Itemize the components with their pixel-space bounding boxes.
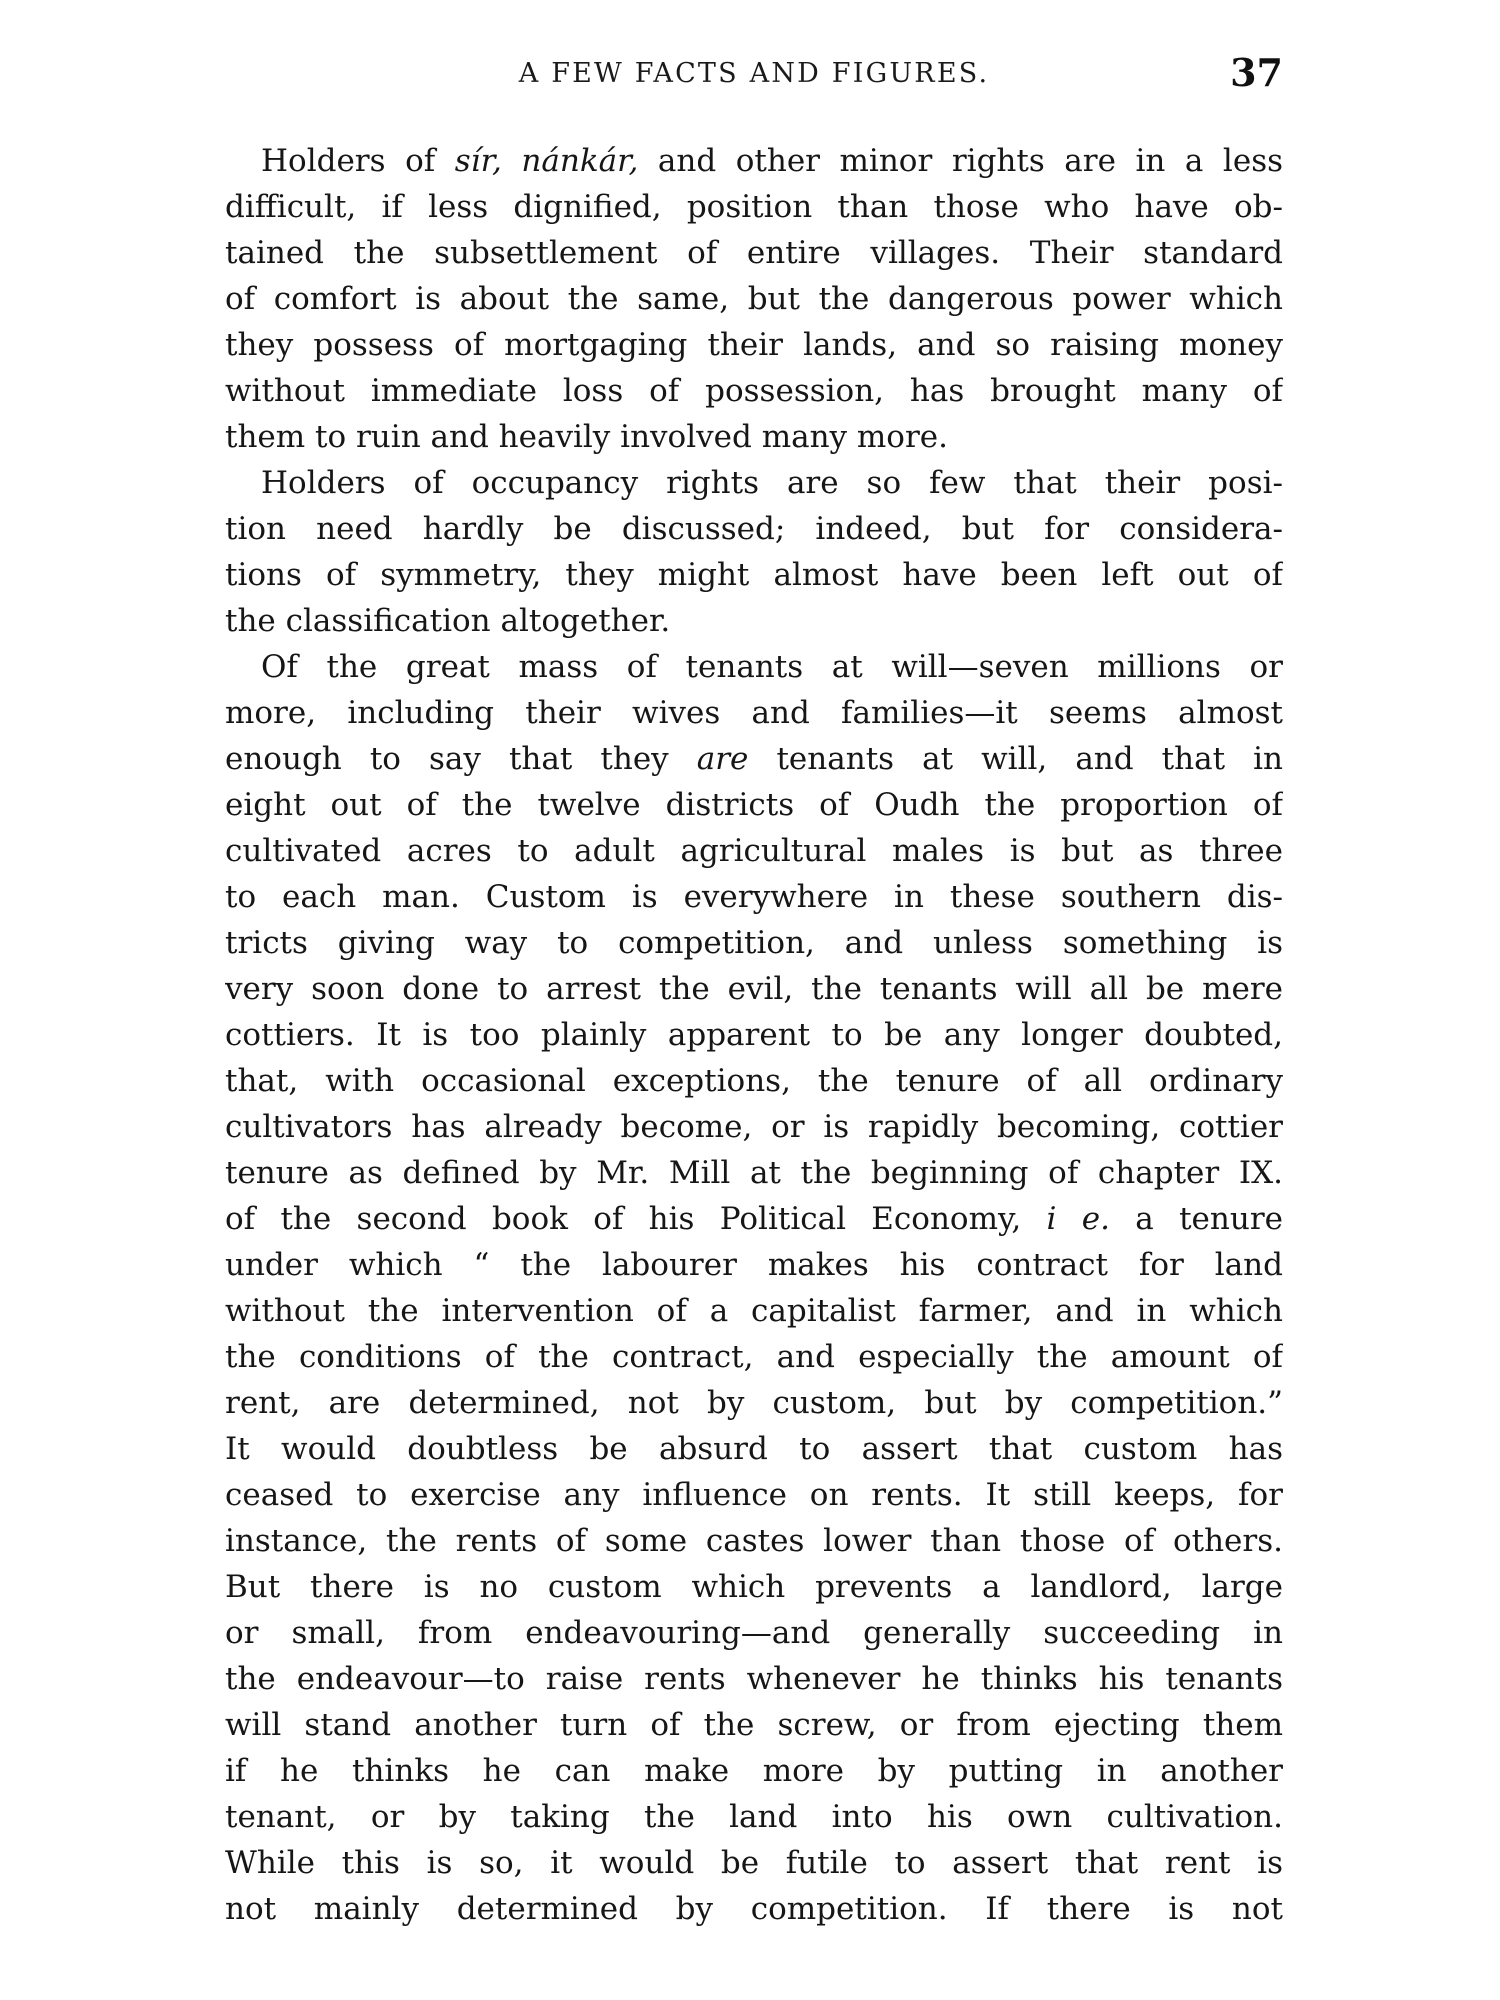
- text-line: [225, 1150, 1283, 1196]
- text-line: [225, 230, 1283, 276]
- paragraph: [225, 644, 1283, 1932]
- page-number: 37: [1230, 50, 1283, 95]
- text-line: [225, 874, 1283, 920]
- text-line: [225, 1288, 1283, 1334]
- line-text: tenure as defined by Mr. Mill at the beginning of chapter IX.: [225, 1155, 1283, 1191]
- line-text: difficult, if less dignified, position than those who have ob-: [225, 189, 1283, 225]
- line-text: tion need hardly be discussed; indeed, but for considera-: [225, 511, 1283, 547]
- line-text: eight out of the twelve districts of Oudh the proportion of: [225, 787, 1283, 823]
- line-text: enough to say that they: [225, 741, 697, 777]
- line-text: the conditions of the contract, and especially the amount of: [225, 1339, 1283, 1375]
- line-text: more, including their wives and families—it seems almost: [225, 695, 1283, 731]
- text-line: [225, 460, 1283, 506]
- line-text: While this is so, it would be futile to assert that rent is: [225, 1845, 1283, 1881]
- line-text: that, with occasional exceptions, the tenure of all ordinary: [225, 1063, 1283, 1099]
- line-text: Holders of: [261, 143, 455, 179]
- text-line: [225, 276, 1283, 322]
- text-line: [225, 1610, 1283, 1656]
- line-text: But there is no custom which prevents a landlord, large: [225, 1569, 1283, 1605]
- line-text: ceased to exercise any influence on rents. It still keeps, for: [225, 1477, 1283, 1513]
- line-text: a tenure: [1109, 1201, 1283, 1237]
- text-line: [225, 1104, 1283, 1150]
- line-text: without the intervention of a capitalist farmer, and in which: [225, 1293, 1283, 1329]
- line-text: instance, the rents of some castes lower than those of others.: [225, 1523, 1283, 1559]
- line-text: cultivated acres to adult agricultural males is but as three: [225, 833, 1283, 869]
- paragraph: [225, 138, 1283, 460]
- line-text: and other minor rights are in a less: [638, 143, 1283, 179]
- line-text: tained the subsettlement of entire villages. Their standard: [225, 235, 1283, 271]
- line-text: them to ruin and heavily involved many more.: [225, 419, 948, 455]
- line-text: of comfort is about the same, but the dangerous power which: [225, 281, 1283, 317]
- line-text: if he thinks he can make more by putting in another: [225, 1753, 1283, 1789]
- text-line: [225, 598, 1283, 644]
- line-text: will stand another turn of the screw, or from ejecting them: [225, 1707, 1283, 1743]
- line-text: It would doubtless be absurd to assert that custom has: [225, 1431, 1283, 1467]
- text-line: [225, 368, 1283, 414]
- line-text: cottiers. It is too plainly apparent to be any longer doubted,: [225, 1017, 1283, 1053]
- italic-text: i e.: [1046, 1201, 1110, 1237]
- line-text: they possess of mortgaging their lands, and so raising money: [225, 327, 1283, 363]
- line-text: the endeavour—to raise rents whenever he thinks his tenants: [225, 1661, 1283, 1697]
- text-line: [225, 828, 1283, 874]
- text-line: [225, 1564, 1283, 1610]
- text-line: [225, 1656, 1283, 1702]
- running-title: A FEW FACTS AND FIGURES.: [518, 58, 990, 89]
- running-header: [225, 52, 1283, 100]
- line-text: of the second book of his Political Economy,: [225, 1201, 1047, 1237]
- text-line: [225, 736, 1283, 782]
- line-text: rent, are determined, not by custom, but by competition.”: [225, 1385, 1283, 1421]
- text-line: [225, 1058, 1283, 1104]
- line-text: very soon done to arrest the evil, the tenants will all be mere: [225, 971, 1283, 1007]
- line-text: to each man. Custom is everywhere in these southern dis-: [225, 879, 1283, 915]
- text-line: [225, 1380, 1283, 1426]
- text-line: [225, 506, 1283, 552]
- text-line: [225, 782, 1283, 828]
- line-text: Of the great mass of tenants at will—seven millions or: [261, 649, 1283, 685]
- text-line: [225, 414, 1283, 460]
- italic-text: sír, nánkár,: [454, 143, 639, 179]
- line-text: the classification altogether.: [225, 603, 671, 639]
- line-text: or small, from endeavouring—and generally succeeding in: [225, 1615, 1283, 1651]
- text-line: [225, 1886, 1283, 1932]
- text-line: [225, 1702, 1283, 1748]
- text-line: [225, 322, 1283, 368]
- text-line: [225, 1794, 1283, 1840]
- line-text: tenant, or by taking the land into his own cultivation.: [225, 1799, 1283, 1835]
- body-text: [225, 138, 1283, 1932]
- text-line: [225, 1748, 1283, 1794]
- text-line: [225, 1012, 1283, 1058]
- line-text: tions of symmetry, they might almost have been left out of: [225, 557, 1283, 593]
- text-line: [225, 1518, 1283, 1564]
- text-line: [225, 138, 1283, 184]
- text-line: [225, 184, 1283, 230]
- line-text: Holders of occupancy rights are so few that their posi-: [261, 465, 1283, 501]
- text-line: [225, 920, 1283, 966]
- line-text: under which “ the labourer makes his contract for land: [225, 1247, 1283, 1283]
- text-line: [225, 1334, 1283, 1380]
- text-line: [225, 966, 1283, 1012]
- line-text: without immediate loss of possession, has brought many of: [225, 373, 1283, 409]
- line-text: tenants at will, and that in: [748, 741, 1283, 777]
- line-text: tricts giving way to competition, and unless something is: [225, 925, 1283, 961]
- text-line: [225, 552, 1283, 598]
- text-line: [225, 1242, 1283, 1288]
- text-line: [225, 1196, 1283, 1242]
- italic-text: are: [696, 741, 749, 777]
- line-text: cultivators has already become, or is rapidly becoming, cottier: [225, 1109, 1283, 1145]
- text-line: [225, 1472, 1283, 1518]
- text-line: [225, 690, 1283, 736]
- text-line: [225, 644, 1283, 690]
- text-line: [225, 1426, 1283, 1472]
- text-line: [225, 1840, 1283, 1886]
- line-text: not mainly determined by competition. If there is not: [225, 1891, 1283, 1927]
- paragraph: [225, 460, 1283, 644]
